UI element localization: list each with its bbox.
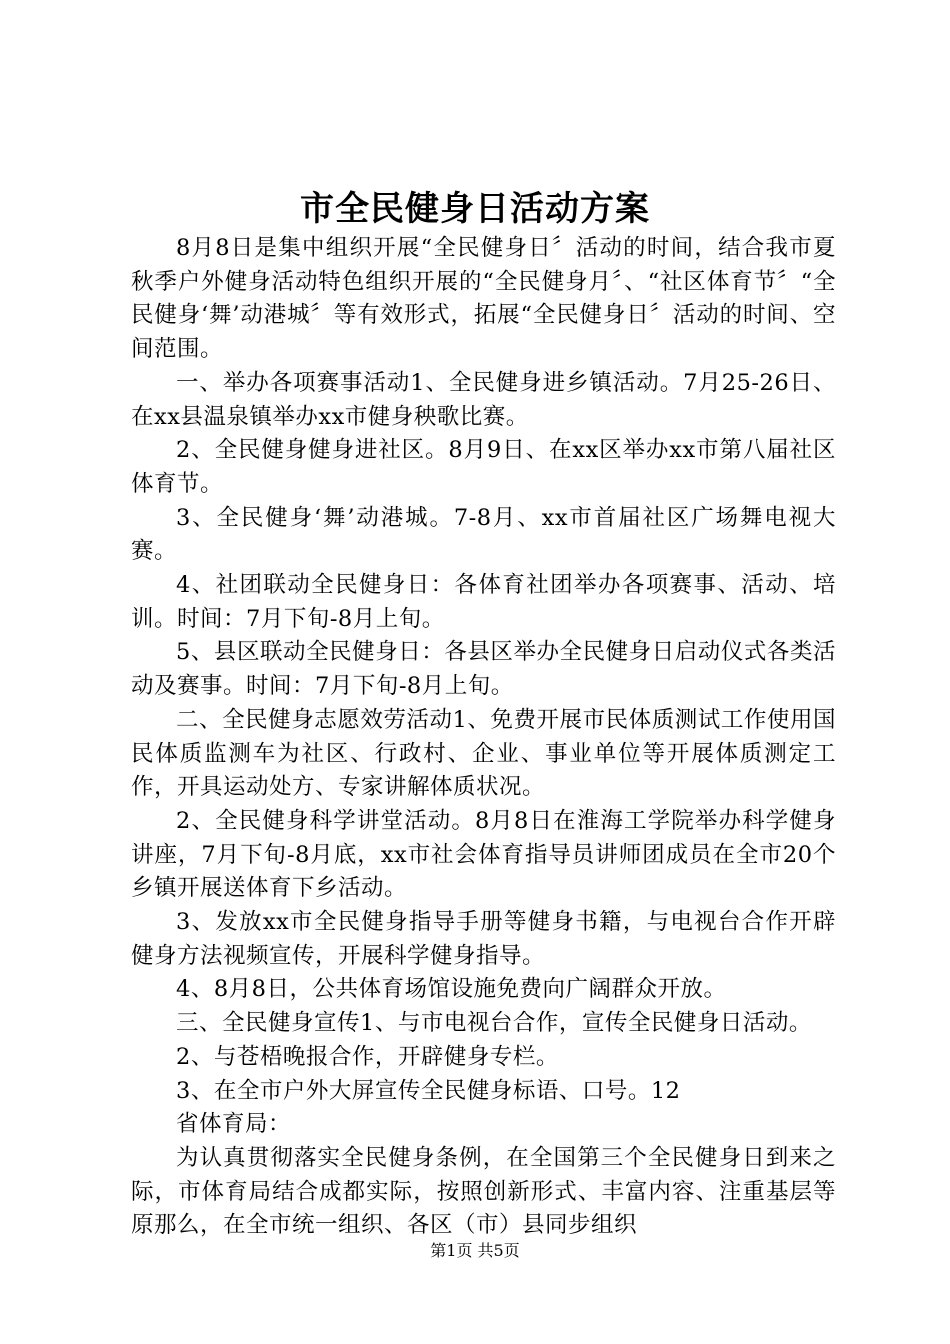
page-footer: 第1页 共5页 xyxy=(430,1241,520,1260)
paragraph: 三、全民健身宣传1、与市电视台合作，宣传全民健身日活动。 xyxy=(176,1010,812,1037)
document-title: 市全民健身日活动方案 xyxy=(300,189,650,229)
paragraph: 3、在全市户外大屏宣传全民健身标语、口号。12 xyxy=(176,1077,681,1104)
paragraph: 为认真贯彻落实全民健身条例，在全国第三个全民健身日到来之际，市体育局结合成都实际，按照创新形式、丰富内容、注重基层等原那么，在全市统一组织、各区（市）县同步组织 xyxy=(131,1144,836,1239)
paragraph: 4、社团联动全民健身日：各体育社团举办各项赛事、活动、培训。时间：7月下旬-8月上旬。 xyxy=(131,572,836,632)
paragraph: 二、全民健身志愿效劳活动1、免费开展市民体质测试工作使用国民体质监测车为社区、行政村、企业、事业单位等开展体质测定工作，开具运动处方、专家讲解体质状况。 xyxy=(131,706,836,801)
paragraph: 2、全民健身科学讲堂活动。8月8日在淮海工学院举办科学健身讲座，7月下旬-8月底，xx市社会体育指导员讲师团成员在全市20个乡镇开展送体育下乡活动。 xyxy=(131,807,836,902)
paragraph: 2、全民健身健身进社区。8月9日、在xx区举办xx市第八届社区体育节。 xyxy=(131,437,836,497)
paragraph: 8月8日是集中组织开展“全民健身日〞活动的时间，结合我市夏秋季户外健身活动特色组织开展的“全民健身月〞、“社区体育节〞“全民健身‘舞’动港城〞等有效形式，拓展“全民健身日〞活动的时间、空间范围。 xyxy=(131,235,836,363)
paragraph: 4、8月8日，公共体育场馆设施免费向广阔群众开放。 xyxy=(176,976,727,1003)
document-body xyxy=(131,232,836,1243)
paragraph: 省体育局： xyxy=(176,1111,292,1138)
paragraph: 5、县区联动全民健身日：各县区举办全民健身日启动仪式各类活动及赛事。时间：7月下旬-8月上旬。 xyxy=(131,639,836,700)
paragraph: 3、发放xx市全民健身指导手册等健身书籍，与电视台合作开辟健身方法视频宣传，开展科学健身指导。 xyxy=(131,909,836,969)
paragraph: 2、与苍梧晚报合作，开辟健身专栏。 xyxy=(176,1043,559,1070)
paragraph: 3、全民健身‘舞’动港城。7-8月、xx市首届社区广场舞电视大赛。 xyxy=(131,504,836,565)
paragraph: 一、举办各项赛事活动1、全民健身进乡镇活动。7月25-26日、在xx县温泉镇举办xx市健身秧歌比赛。 xyxy=(131,369,836,430)
